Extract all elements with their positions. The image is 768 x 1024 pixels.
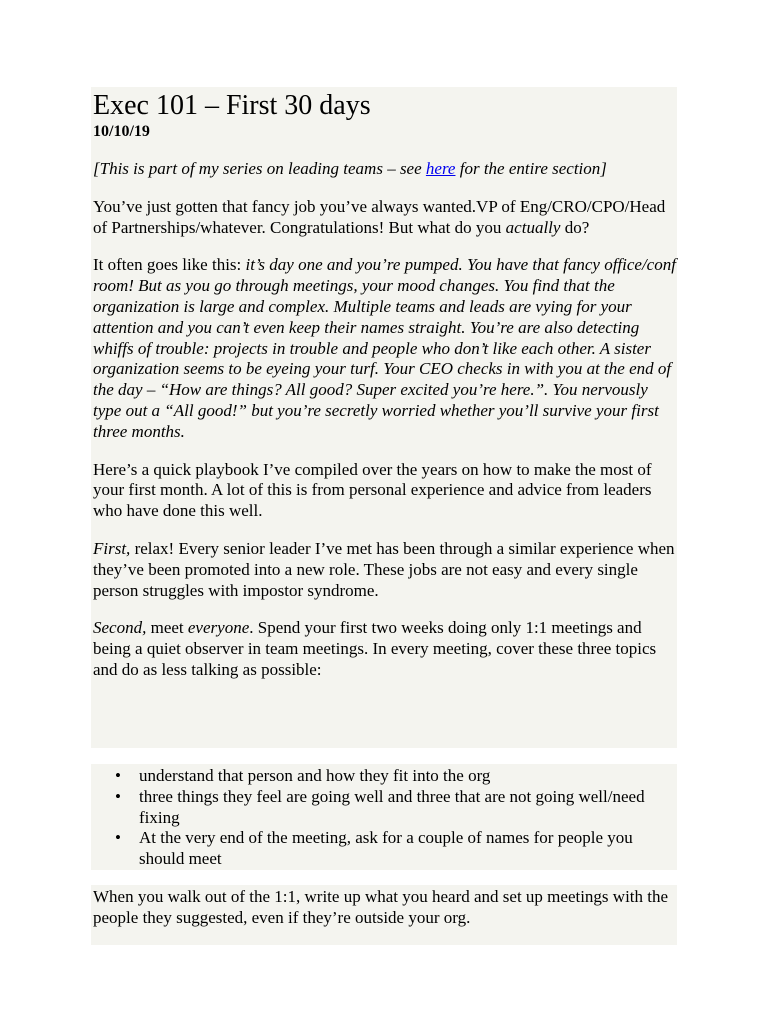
paragraph-write-up: When you walk out of the 1:1, write up what you heard and set up meetings with the people they suggested, even if they’re outside your org.	[93, 887, 669, 927]
paragraph-text: meet	[146, 618, 188, 638]
paragraph-congratulations	[93, 197, 677, 239]
paragraph-day-one	[93, 255, 677, 442]
list-item	[91, 828, 677, 870]
paragraph-playbook: Here’s a quick playbook I’ve compiled over the years on how to make the most of your first month. A lot of this is from personal experience and advice from leaders who have done this well.	[93, 459, 652, 521]
emphasis-text: it’s day one and you’re pumped. You have that fancy office/conf room! But as you go through meetings, your mood changes. You find that the organization is large and complex. Multiple teams and leads are vying for your attention and you can’t even keep their names straight. You’re are also detecting whiffs of trouble: projects in trouble and people who don’t like each other. A sister organization seems to be eyeing your turf. Your CEO checks in with you at the end of the day – “How are things? All good? Super excited you’re here.”. You nervously type out a “All good!” but you’re secretly worried whether you’ll survive your first three months.	[93, 255, 676, 441]
list-item-text: understand that person and how they fit into the org	[139, 766, 491, 785]
article-closing-section	[91, 885, 677, 945]
emphasis-text: Second,	[93, 618, 147, 638]
list-item	[91, 787, 677, 829]
emphasis-text: actually	[505, 217, 561, 237]
paragraph-first-relax	[93, 539, 677, 601]
bullet-icon: •	[115, 828, 121, 848]
article-main-section	[91, 87, 677, 748]
list-item	[91, 766, 677, 787]
bullet-icon: •	[115, 786, 121, 806]
meeting-topics-list	[91, 766, 677, 870]
article-title: Exec 101 – First 30 days	[93, 90, 371, 121]
paragraph-text: You’ve just gotten that fancy job you’ve always wanted.VP of Eng/CRO/CPO/Head of Partnerships/whatever. Congratulations! But what do you	[93, 196, 666, 237]
paragraph-text: relax! Every senior leader I’ve met has been through a similar experience when they’ve been promoted into a new role. These jobs are not easy and every single person struggles with impostor syndrome.	[93, 538, 675, 600]
series-note-text	[93, 159, 607, 178]
paragraph-text: It often goes like this:	[93, 255, 246, 275]
meeting-topics-list-section	[91, 764, 677, 870]
list-item-text: At the very end of the meeting, ask for a couple of names for people you should meet	[139, 828, 633, 869]
paragraph-text: do?	[560, 217, 590, 237]
emphasis-text: First,	[93, 538, 131, 558]
bullet-icon: •	[115, 766, 121, 785]
series-note	[93, 159, 677, 180]
article-date: 10/10/19	[93, 123, 150, 140]
paragraph-text: . Spend your first two weeks doing only 1:1 meetings and being a quiet observer in team meetings. In every meeting, cover these three topics and do as less talking as possible:	[93, 618, 657, 679]
emphasis-text: everyone	[187, 618, 250, 638]
series-note-before: [This is part of my series on leading teams – see	[93, 159, 426, 178]
series-link[interactable]: here	[425, 159, 456, 178]
list-item-text: three things they feel are going well and three that are not going well/need fixing	[139, 786, 645, 827]
paragraph-second-meet	[93, 618, 677, 680]
series-note-after: for the entire section]	[455, 159, 607, 178]
